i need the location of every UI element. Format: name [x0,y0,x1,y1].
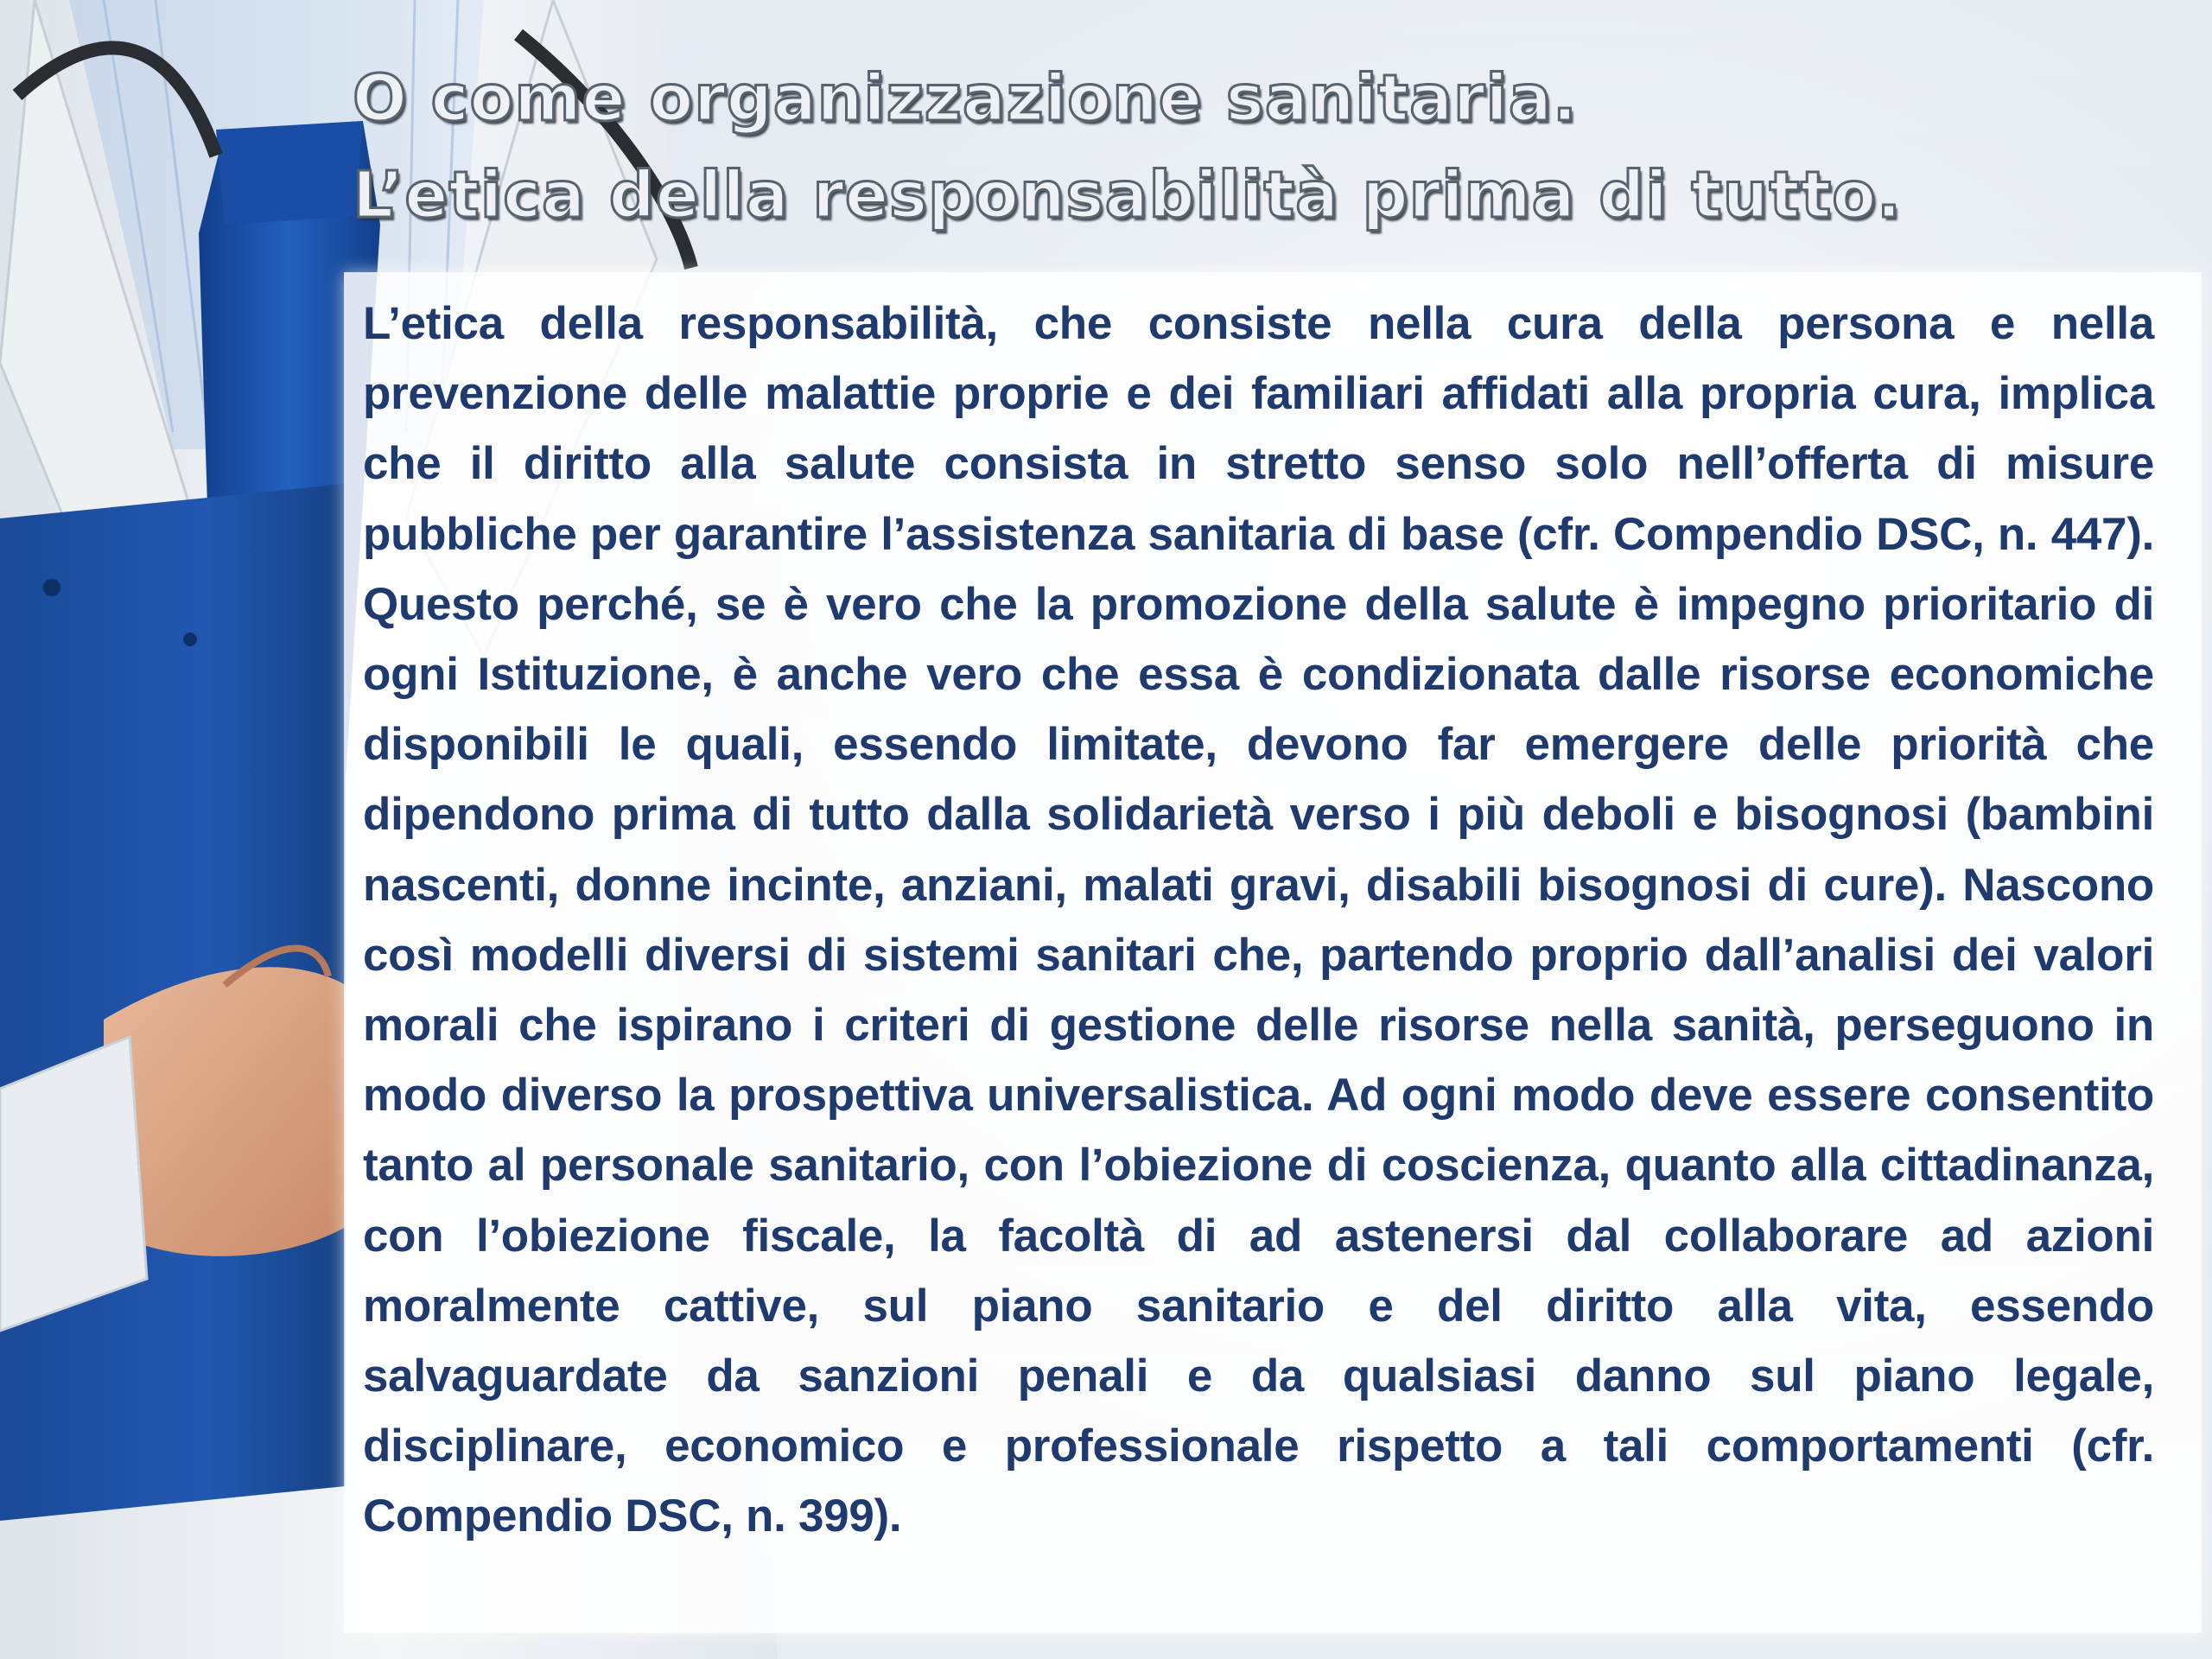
title-line-2: L’etica della responsabilità prima di tutto. [353,158,1903,232]
title-line-1: O come organizzazione sanitaria. [353,61,1578,136]
body-paragraph: L’etica della responsabilità, che consiste nella cura della persona e nella prevenzione delle malattie proprie e dei familiari affidati alla propria cura, implica che il diritto alla salute consista in stretto senso solo nell’offerta di misure pubbliche per garantire l’assistenza sanitaria di base (cfr. Compendio DSC, n. 447). Questo perché, se è vero che la promozione della salute è impegno prioritario di ogni Istituzione, è anche vero che essa è condizionata dalle risorse economiche disponibili le quali, essendo limitate, devono far emergere delle priorità che dipendono prima di tutto dalla solidarietà verso i più deboli e bisognosi (bambini nascenti, donne incinte, anziani, malati gravi, disabili bisognosi di cure). Nascono così modelli diversi di sistemi sanitari che, partendo proprio dall’analisi dei valori morali che ispirano i criteri di gestione delle risorse nella sanità, perseguono in modo diverso la prospettiva universalistica. Ad ogni modo deve essere consentito tanto al personale sanitario, con l’obiezione di coscienza, quanto alla cittadinanza, con l’obiezione fiscale, la facoltà di ad astenersi dal collaborare ad azioni moralmente cattive, sul piano sanitario e del diritto alla vita, essendo salvaguardate da sanzioni penali e da qualsiasi danno sul piano legale, disciplinare, economico e professionale rispetto a tali comportamenti (cfr. Compendio DSC, n. 399). [363,298,2154,1542]
slide-title [353,50,2184,244]
